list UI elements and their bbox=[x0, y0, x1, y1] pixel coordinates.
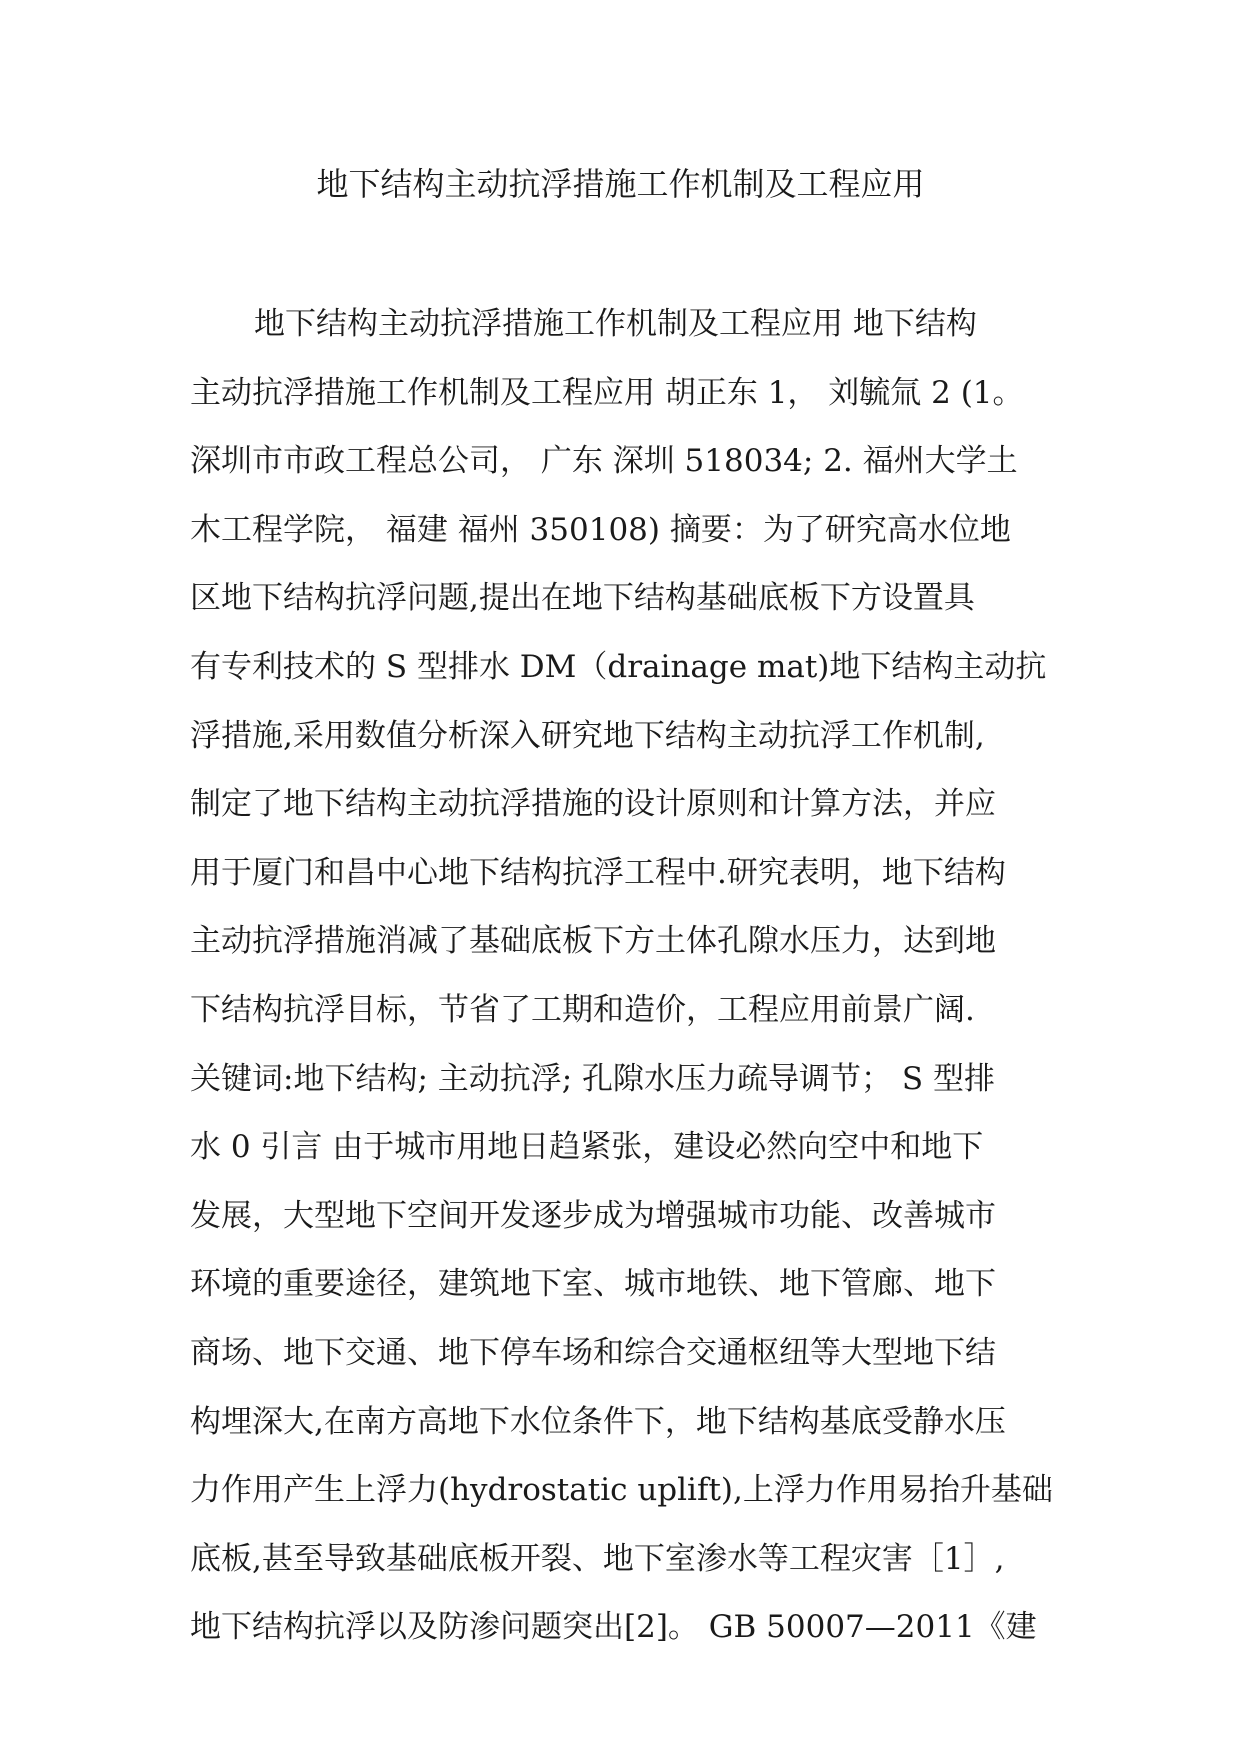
text-line: 浮措施,采用数值分析深入研究地下结构主动抗浮工作机制, bbox=[190, 717, 985, 754]
document-body bbox=[190, 290, 1070, 1662]
text-line: 水 0 引言 由于城市用地日趋紧张，建设必然向空中和地下 bbox=[190, 1129, 984, 1166]
text-line: 下结构抗浮目标，节省了工期和造价，工程应用前景广阔. bbox=[190, 991, 975, 1028]
text-line: 地下结构主动抗浮措施工作机制及工程应用 地下结构 bbox=[254, 306, 977, 342]
document-title: 地下结构主动抗浮措施工作机制及工程应用 bbox=[316, 165, 925, 203]
text-line: 构埋深大,在南方高地下水位条件下，地下结构基底受静水压 bbox=[190, 1403, 1006, 1440]
text-line: 主动抗浮措施工作机制及工程应用 胡正东 1， 刘毓氚 2 (1。 bbox=[190, 374, 1024, 411]
text-line: 主动抗浮措施消减了基础底板下方土体孔隙水压力，达到地 bbox=[190, 923, 996, 960]
text-line: 区地下结构抗浮问题,提出在地下结构基础底板下方设置具 bbox=[190, 580, 975, 617]
text-line: 木工程学院， 福建 福州 350108) 摘要：为了研究高水位地 bbox=[190, 511, 1011, 548]
text-line: 关键词:地下结构; 主动抗浮; 孔隙水压力疏导调节； S 型排 bbox=[190, 1060, 995, 1097]
text-line: 用于厦门和昌中心地下结构抗浮工程中.研究表明，地下结构 bbox=[190, 854, 1006, 891]
text-line: 环境的重要途径，建筑地下室、城市地铁、地下管廊、地下 bbox=[190, 1266, 996, 1303]
text-line: 底板,甚至导致基础底板开裂、地下室渗水等工程灾害［1］, bbox=[190, 1540, 1005, 1577]
text-line: 制定了地下结构主动抗浮措施的设计原则和计算方法，并应 bbox=[190, 786, 996, 823]
text-line: 商场、地下交通、地下停车场和综合交通枢纽等大型地下结 bbox=[190, 1334, 996, 1371]
text-line: 深圳市市政工程总公司， 广东 深圳 518034; 2. 福州大学土 bbox=[190, 443, 1018, 480]
text-line: 地下结构抗浮以及防渗问题突出[2]。 GB 50007—2011《建 bbox=[190, 1609, 1037, 1646]
text-line: 发展，大型地下空间开发逐步成为增强城市功能、改善城市 bbox=[190, 1197, 996, 1234]
text-line: 有专利技术的 S 型排水 DM（drainage mat)地下结构主动抗 bbox=[190, 648, 1047, 685]
text-line: 力作用产生上浮力(hydrostatic uplift),上浮力作用易抬升基础 bbox=[190, 1472, 1053, 1509]
